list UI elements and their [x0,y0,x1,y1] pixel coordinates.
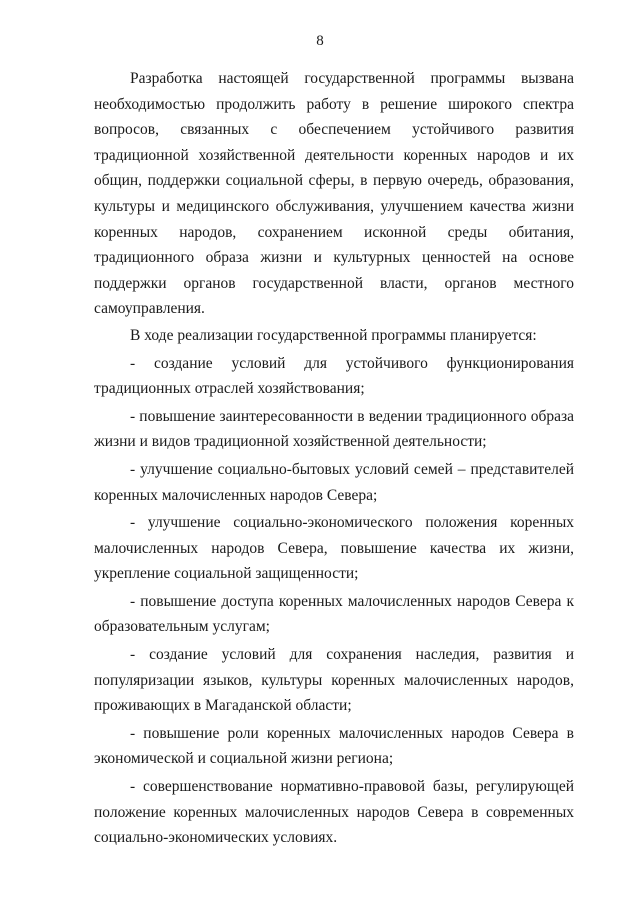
list-item-5: - повышение доступа коренных малочисленных народов Севера к образовательным услугам; [94,592,574,636]
list-item-1: - создание условий для устойчивого функционирования традиционных отраслей хозяйствования; [94,354,574,398]
intro-paragraph: Разработка настоящей государственной программы вызвана необходимостью продолжить работу в решение широкого спектра вопросов, связанных с обеспечением устойчивого развития традиционной хозяйственной деятельности коренных народов и их общин, поддержки социальной сферы, в первую очередь, образования, культуры и медицинского обслуживания, улучшением качества жизни коренных народов, сохранением исконной среды обитания, традиционного образа жизни и культурных ценностей на основе поддержки органов государственной власти, органов местного самоуправления. [94,70,574,318]
list-item-6: - создание условий для сохранения наследия, развития и популяризации языков, культуры коренных малочисленных народов, проживающих в Магаданской области; [94,646,574,715]
document-body [94,66,574,853]
list-item-8: - совершенствование нормативно-правовой базы, регулирующей положение коренных малочисленных народов Севера в современных социально-экономических условиях. [94,778,574,847]
page-number: 8 [316,33,324,49]
list-item-7: - повышение роли коренных малочисленных народов Севера в экономической и социальной жизни региона; [94,724,574,768]
list-item-2: - повышение заинтересованности в ведении традиционного образа жизни и видов традиционной хозяйственной деятельности; [94,407,574,451]
list-lead-paragraph: В ходе реализации государственной программы планируется: [130,326,537,344]
list-item-3: - улучшение социально-бытовых условий семей – представителей коренных малочисленных народов Севера; [94,460,574,504]
list-item-4: - улучшение социально-экономического положения коренных малочисленных народов Севера, повышение качества их жизни, укрепление социальной защищенности; [94,514,574,583]
